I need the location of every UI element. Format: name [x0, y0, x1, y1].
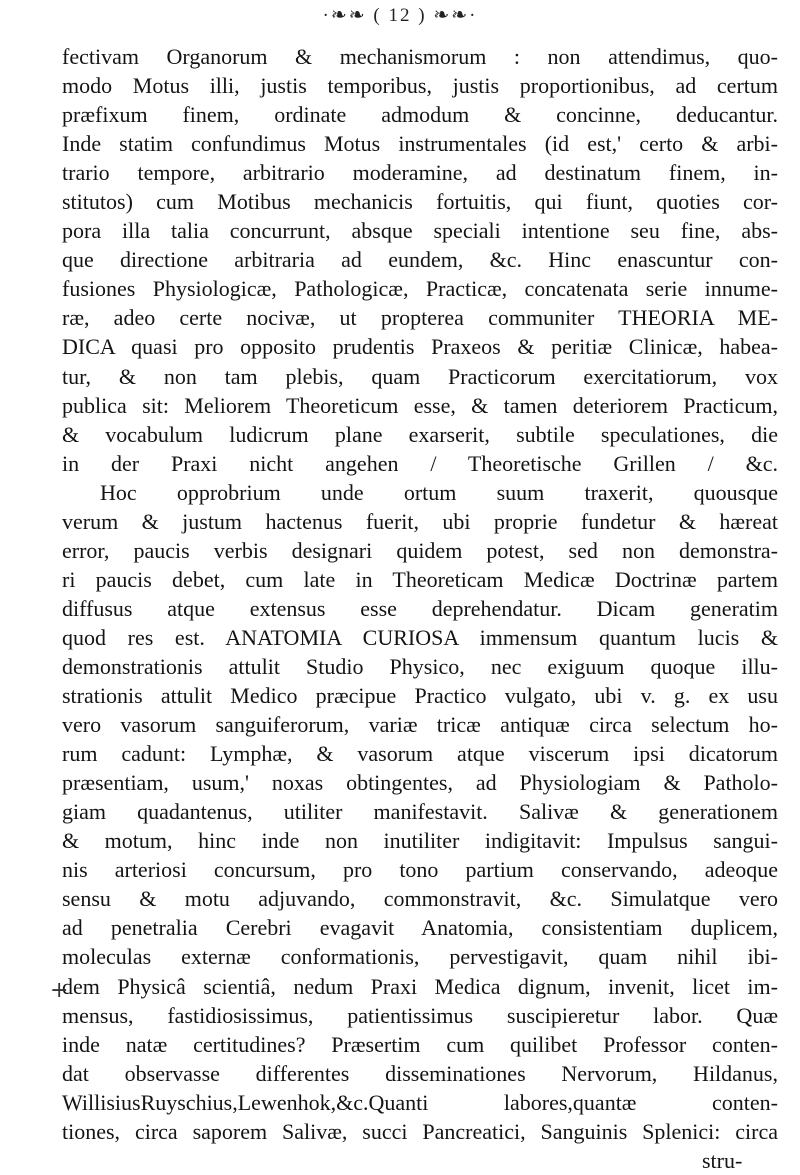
- text-line: fusiones Physiologicæ, Pathologicæ, Practicæ, concatenata serie innume-: [62, 276, 778, 302]
- text-line: diffusus atque extensus esse deprehendatur. Dicam generatim: [62, 595, 778, 621]
- text-line: præfixum finem, ordinate admodum & concinne, deducantur.: [62, 102, 778, 128]
- text-line: publica sit: Meliorem Theoreticum esse, & tamen deteriorem Practicum,: [62, 392, 778, 418]
- text-line: vero vasorum sanguiferorum, variæ tricæ antiquæ circa selectum ho-: [62, 712, 778, 738]
- text-line: ri paucis debet, cum late in Theoreticam Medicæ Doctrinæ partem: [62, 566, 778, 592]
- text-line: que directione arbitraria ad eundem, &c. Hinc enascuntur con-: [62, 247, 778, 273]
- text-line: & motum, hinc inde non inutiliter indigitavit: Impulsus sangui-: [62, 828, 778, 854]
- text-line: verum & justum hactenus fuerit, ubi proprie fundetur & hæreat: [62, 508, 778, 534]
- text-line: demonstrationis attulit Studio Physico, nec exiguum quoque illu-: [62, 653, 778, 679]
- text-line: strationis attulit Medico præcipue Practico vulgato, ubi v. g. ex usu: [62, 683, 778, 709]
- text-line: inde natæ certitudines? Præsertim cum quilibet Professor conten-: [62, 1031, 778, 1057]
- text-line: trario tempore, arbitrario moderamine, ad destinatum finem, in-: [62, 160, 778, 186]
- page-header: ·❧❧ ( 12 ) ❧❧·: [322, 5, 478, 26]
- text-line: & vocabulum ludicrum plane exarserit, subtile speculationes, die: [62, 421, 778, 447]
- text-line: dat observasse differentes disseminationes Nervorum, Hildanus,: [62, 1060, 778, 1086]
- text-line: mensus, fastidiosissimus, patientissimus suscipieretur labor. Quæ: [62, 1002, 778, 1028]
- text-line: quod res est. ANATOMIA CURIOSA immensum quantum lucis &: [62, 624, 778, 650]
- text-line: Hoc opprobrium unde ortum suum traxerit, quousque: [100, 479, 778, 505]
- text-line: stitutos) cum Motibus mechanicis fortuitis, qui fiunt, quoties cor-: [62, 189, 778, 215]
- body-text: [62, 42, 778, 1175]
- text-line: moleculas externæ conformationis, pervestigavit, quam nihil ibi-: [62, 944, 778, 970]
- text-line: tiones, circa saporem Salivæ, succi Pancreatici, Sanguinis Splenici: circa: [62, 1118, 778, 1144]
- text-line: sensu & motu adjuvando, commonstravit, &c. Simulatque vero: [62, 886, 778, 912]
- text-line: ad penetralia Cerebri evagavit Anatomia, consistentiam duplicem,: [62, 915, 778, 941]
- text-line: giam quadantenus, utiliter manifestavit. Salivæ & generationem: [62, 799, 778, 825]
- text-line: Inde statim confundimus Motus instrumentales (id est,' certo & arbi-: [62, 131, 778, 157]
- margin-mark: +: [50, 978, 69, 1003]
- text-line: DICA quasi pro opposito prudentis Praxeos & peritiæ Clinicæ, habea-: [62, 334, 778, 360]
- text-line: WillisiusRuyschius,Lewenhok,&c.Quanti labores,quantæ conten-: [62, 1089, 778, 1115]
- text-line: pora illa talia concurrunt, absque speciali intentione seu fine, abs-: [62, 218, 778, 244]
- text-line: dem Physicâ scientiâ, nedum Praxi Medica dignum, invenit, licet im-: [62, 973, 778, 999]
- text-line: ræ, adeo certe nocivæ, ut propterea communiter THEORIA ME-: [62, 305, 778, 331]
- text-line: nis arteriosi concursum, pro tono partium conservando, adeoque: [62, 857, 778, 883]
- text-line: modo Motus illi, justis temporibus, justis proportionibus, ad certum: [62, 73, 778, 99]
- text-line: præsentiam, usum,' noxas obtingentes, ad Physiologiam & Patholo-: [62, 770, 778, 796]
- text-line: tur, & non tam plebis, quam Practicorum exercitatiorum, vox: [62, 363, 778, 389]
- text-line: fectivam Organorum & mechanismorum : non attendimus, quo-: [62, 44, 778, 69]
- text-line: rum cadunt: Lymphæ, & vasorum atque viscerum ipsi dicatorum: [62, 741, 778, 767]
- text-line: error, paucis verbis designari quidem potest, sed non demonstra-: [62, 537, 778, 563]
- text-line: stru-: [702, 1147, 743, 1173]
- text-line: in der Praxi nicht angehen / Theoretische Grillen / &c.: [62, 450, 778, 476]
